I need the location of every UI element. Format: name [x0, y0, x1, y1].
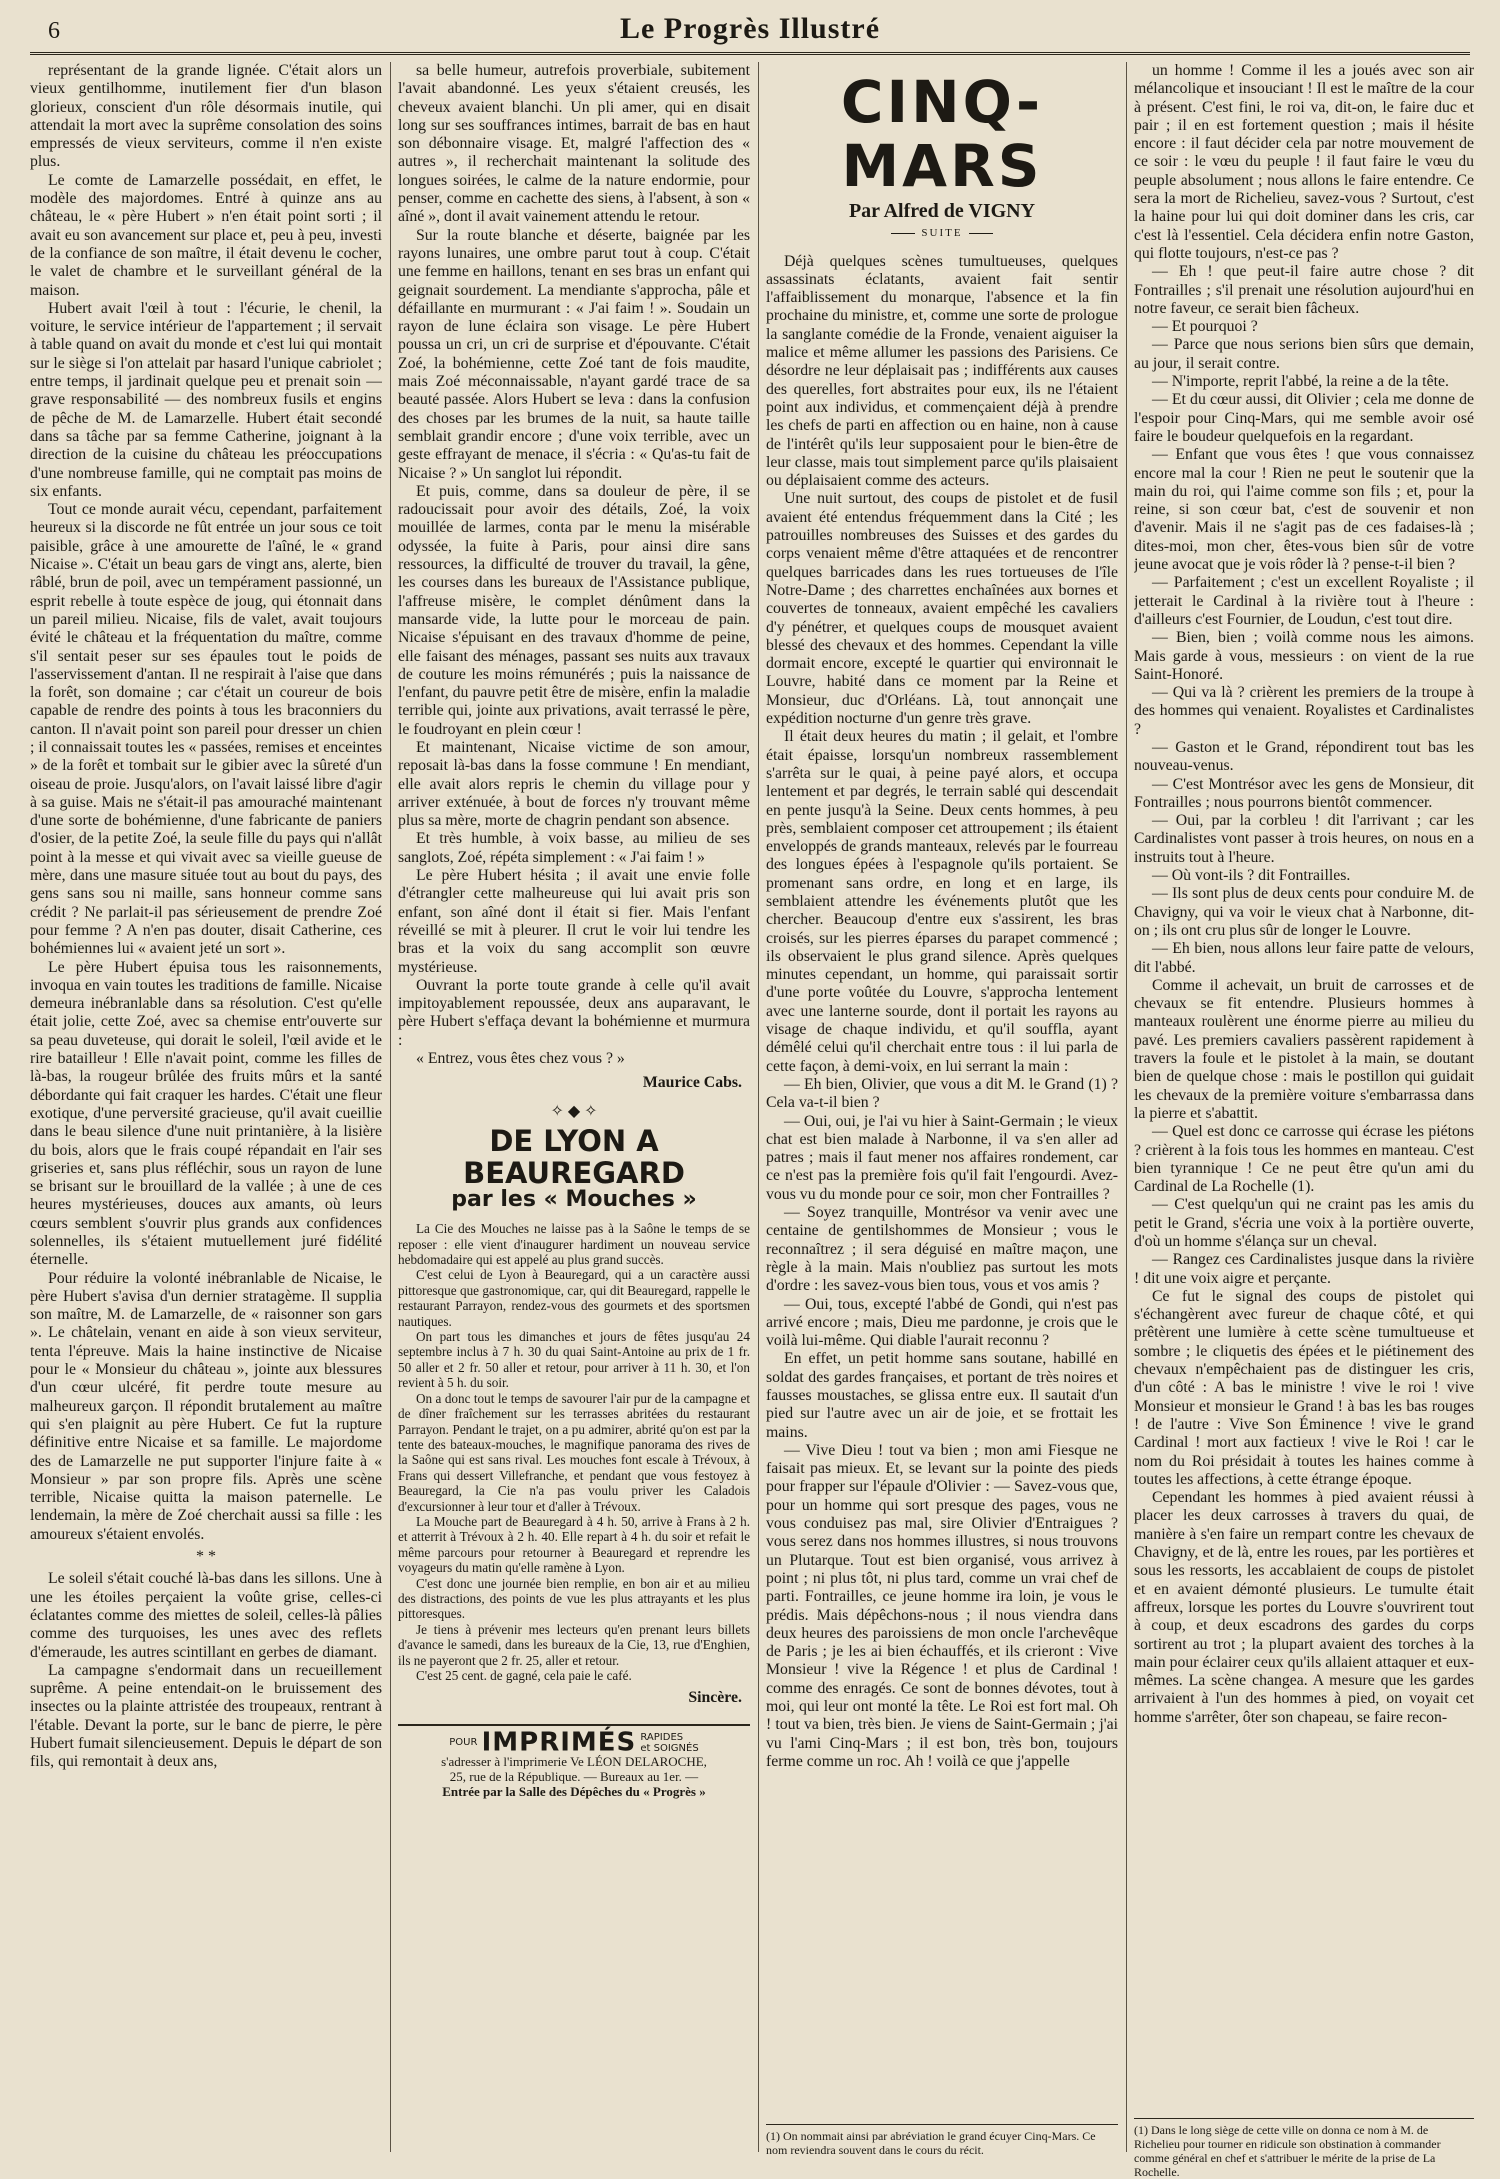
paragraph: Hubert avait l'œil à tout : l'écurie, le chenil, la voiture, le service intérieur de l'appartement ; il servait à table quand on avait du monde et c'est lui qui montait sur le siège si l'on attelait par hasard l'unique cabriolet ; entre temps, il jardinait quelque peu et prenait soin — grave responsabilité — des nombreux fusils et engins de pêche de M. de Lamarzelle. Hubert était secondé dans sa tâche par sa femme Catherine, joignant à la direction de la cuisine du château les préoccupations d'une nombreuse famille, qui ne comptait pas moins de six enfants. [30, 299, 382, 500]
paragraph: — Vive Dieu ! tout va bien ; mon ami Fiesque ne faisait pas mieux. Et, se levant sur la pointe des pieds pour frapper sur l'épaule d'Olivier : — Savez-vous que, pour un homme qui sort presque des pages, vous ne vous conduisez pas mal, sire Olivier d'Entraigues ? vous serez dans nos hommes illustres, si nous trouvons un Plutarque. Tout est bien organisé, vous arrivez à point ; ni plus tôt, ni plus tard, comme un vrai chef de parti. Fontrailles, ce jeune homme ira loin, je vous le prédis. Mais dépêchons-nous ; il nous viendra dans deux heures des paroissiens de mon oncle l'archevêque de Paris ; je les ai bien échauffés, et ils crieront : Vive Monsieur ! vive la Régence ! et plus de Cardinal ! comme des enragés. Ce sont de bonnes dévotes, tout à moi, qui leur ont monté la tête. Le Roi est fort mal. Oh ! tout va bien, très bien. Je viens de Saint-Germain ; j'ai vu l'ami Cinq-Mars ; il est bon, très bon, toujours ferme comme un roc. Ah ! voilà ce que j'appelle [766, 1441, 1118, 1770]
paragraph: C'est donc une journée bien remplie, en bon air et au milieu des distractions, des points de vue les plus attrayants et les plus pittoresques. [398, 1575, 750, 1622]
paragraph: Le soleil s'était couché là-bas dans les sillons. Une à une les étoiles perçaient la voûte grise, celles-ci éclatantes comme des miettes de soleil, celles-là pâlies comme des turquoises, les unes avec des reflets d'émeraude, les autres scintillant en gerbes de diamant. [30, 1570, 382, 1661]
paragraph: sa belle humeur, autrefois proverbiale, subitement l'avait abandonné. Les yeux s'étaient creusés, les cheveux avaient blanchi. Un pli amer, qui en disait long sur ses souffrances intimes, barrait de bas en haut son débonnaire visage. Et, malgré l'affection des « autres », il recherchait maintenant la solitude des longues soirées, le calme de la nature endormie, pour penser, comme en cachette des siens, à l'absent, à son « aîné », dont il avait vainement attendu le retour. [398, 62, 750, 226]
paragraph: On part tous les dimanches et jours de fêtes jusqu'au 24 septembre inclus à 7 h. 30 du quai Saint-Antoine au prix de 1 fr. 50 aller et 2 fr. 50 aller et retour, pour arriver à 11 h. 30, et l'on revient à 5 h. du soir. [398, 1329, 750, 1391]
paragraph: représentant de la grande lignée. C'était alors un vieux gentilhomme, inutilement fier d'un blason glorieux, conscient d'un rôle désormais inutile, qui attendait la mort avec la suprême consolation des soins empressés de vieux serviteurs, comme il n'en existe plus. [30, 62, 382, 171]
paragraph: Comme il achevait, un bruit de carrosses et de chevaux se fit entendre. Plusieurs hommes à manteaux roulèrent une énorme pierre au milieu du pavé. Les premiers cavaliers passèrent rapidement à travers la foule et le pistolet à la main, se doutant bien de quelque chose : mais le postillon qui guidait les chevaux de la première voiture s'embarrassa dans la pierre et s'abattit. [1134, 976, 1474, 1122]
paragraph: — Ils sont plus de deux cents pour conduire M. de Chavigny, qui va voir le vieux chat à Narbonne, dit-on ; ils ont cru plus sûr de longer le Louvre. [1134, 885, 1474, 939]
paragraph: — Oui, tous, excepté l'abbé de Gondi, qui n'est pas arrivé encore ; mais, Dieu me pardonne, je crois que le voilà lui-même. Qui diable l'aurait reconnu ? [766, 1295, 1118, 1350]
paragraph: — Parce que nous serions bien sûrs que demain, au jour, il serait contre. [1134, 336, 1474, 372]
paragraph: « Entrez, vous êtes chez vous ? » [416, 1050, 625, 1068]
ad-side-top: RAPIDES [640, 1731, 684, 1743]
column-separator [758, 62, 759, 2152]
column-4 [1134, 62, 1474, 2102]
footnote: (1) On nommait ainsi par abréviation le grand écuyer Cinq-Mars. Ce nom reviendra souvent dans le cours du récit. [766, 2124, 1118, 2157]
paragraph: Une nuit surtout, des coups de pistolet et de fusil avaient été entendus fréquemment dans la Cité ; les patrouilles nombreuses des Suisses et des gardes du corps venaient même d'être attaquées et de rencontrer quelques barricades dans les rues tortueuses de l'île Notre-Dame ; des charrettes enchaînées aux bornes et couvertes de tonneaux, avaient empêché les cavaliers d'y pénétrer, et quelques coups de mousquet avaient blessé des chevaux et des hommes. Cependant la ville dormait encore, excepté le quartier qui environnait le Louvre, habité dans ce moment par la Reine et Monsieur, duc d'Orléans. Là, tout annonçait une expédition nocturne d'un genre très grave. [766, 490, 1118, 728]
ad-line: 25, rue de la République. — Bureaux au 1er. — [449, 1768, 699, 1784]
paragraph: — Oui, oui, je l'ai vu hier à Saint-Germain ; le vieux chat est bien malade à Narbonne, il va s'en aller ad patres ; mais il faut mener nos affaires rondement, car ce n'est pas la première fois qu'il fait l'engourdi. Avez-vous vu du monde pour ce soir, mon cher Fontrailles ? [766, 1112, 1118, 1203]
paragraph: Tout ce monde aurait vécu, cependant, parfaitement heureux si la discorde ne fût entrée un jour sous ce toit paisible, grâce à une amourette de l'aîné, le « grand Nicaise ». C'était un beau gars de vingt ans, alerte, bien râblé, brun de poil, avec un tempérament passionné, un esprit rebelle à toute espèce de joug, qui étonnait dans un pareil milieu. Nicaise, fils de valet, avait toujours évité le château et la fréquentation du maître, comme s'il sentait peser sur ses épaules tout le poids de l'asservissement d'antan. Il ne respirait à l'aise que dans la forêt, son domaine ; car c'était un coureur de bois capable de rendre des points à tous les braconniers du canton. Il n'avait point son pareil pour dresser un chien ; il connaissait toutes les « passées, remises et enceintes » de la forêt et tombait sur le gibier avec la sûreté d'un oiseau de proie. Jusqu'alors, on l'avait laissé libre d'agir à sa guise. Mais ne s'était-il pas amouraché maintenant d'une sorte de bohémienne, d'une fabricante de paniers d'osier, de la petite Zoé, la seule fille du pays qui n'allât point à la messe et qui vivait avec sa vieille gueuse de mère, dans une masure située tout au bout du pays, des gens sans sou ni maille, sans honneur comme sans crédit ? Ne parlait-il pas sérieusement de prendre Zoé pour femme ? A n'en pas douter, disait Catherine, ces bohémiennes lui « avaient jeté un sort ». [30, 501, 382, 958]
paragraph: — Enfant que vous êtes ! que vous connaissez encore mal la cour ! Rien ne peut le soutenir que la main du roi, qui l'aime comme son fils ; et, pour la reine, si son cœur bat, c'est de souvenir et non d'avenir. Mais il ne s'agit pas de ces fadaises-là ; dites-moi, mon cher, êtes-vous bien sûr de votre jeune avocat que je vois rôder là ? pense-t-il bien ? [1134, 446, 1474, 574]
ad-pour: POUR [449, 1737, 478, 1749]
paragraph: Et maintenant, Nicaise victime de son amour, reposait là-bas dans la fosse commune ! En mendiant, elle avait alors repris le chemin du village pour y arriver exténuée, à bout de forces n'y trouvant même plus sa mère, morte de chagrin pendant son absence. [398, 738, 750, 830]
paragraph: On a donc tout le temps de savourer l'air pur de la campagne et de dîner fraîchement sur les terrasses abritées du restaurant Parrayon. Pendant le trajet, on a pu admirer, abrité qu'on est par la tente des bateaux-mouches, le magnifique panorama des rives de la Saône qui est sans rival. Les mouches font escale à Trévoux, à Frans qui dessert Villefranche, et pendant que vous festoyez à Beauregard, la Cie n'a pas voulu priver les Caladois d'excursionner à leur tour et d'aller à Trévoux. [398, 1390, 750, 1514]
paragraph: — Qui va là ? crièrent les premiers de la troupe à des hommes qui venaient. Royalistes et Cardinalistes ? [1134, 684, 1474, 738]
paragraph: C'est 25 cent. de gagné, cela paie le café. [416, 1668, 632, 1683]
paragraph: Cependant les hommes à pied avaient réussi à placer les deux carrosses à travers du quai, de manière à s'en faire un rempart contre les chevaux de Chavigny, et de là, entre les roues, par les portières et sous les ressorts, les accablaient de coups de pistolet et en avaient démonté plusieurs. Le tumulte était affreux, lorsque les portes du Louvre s'ouvrirent tout à coup, et deux escadrons des gardes du corps sortirent au trot ; la plupart avaient des torches à la main pour éclairer ceux qu'ils allaient attaquer et eux-mêmes. La scène changea. A mesure que les gardes arrivaient à l'un des hommes à pied, on voyait cet homme s'arrêter, ôter son chapeau, se faire recon- [1134, 1489, 1474, 1726]
paragraph: — Et pourquoi ? [1152, 318, 1258, 336]
paragraph: Le comte de Lamarzelle possédait, en effet, le modèle des majordomes. Entré à quinze ans au château, le « père Hubert » n'en était point sorti ; il avait eu son avancement sur place et, peu à peu, investi de la confiance de son maître, il était devenu le cocher, le valet de chambre et le surveillant général de la maison. [30, 171, 382, 299]
paragraph: Sur la route blanche et déserte, baignée par les rayons lunaires, une ombre parut tout à coup. C'était une femme en haillons, tenant en ses bras un enfant qui geignait sourdement. La mendiante s'approcha, pâle et défaillante en murmurant : « J'ai faim ! ». Soudain un rayon de lune éclaira son visage. Le père Hubert poussa un cri, un cri de surprise et d'épouvante. C'était Zoé, la bohémienne, cette Zoé tant de fois maudite, mais Zoé méconnaissable, n'ayant gardé trace de sa beauté passée. Alors Hubert se leva : dans la confusion des choses par les brumes de la nuit, sa haute taille semblait grandir encore ; d'une voix terrible, avec un geste effrayant de menace, il s'écria : « Qu'as-tu fait de Nicaise ? » Un sanglot lui répondit. [398, 226, 750, 482]
paragraph: — Eh bien, Olivier, que vous a dit M. le Grand (1) ? Cela va-t-il bien ? [766, 1075, 1118, 1112]
serial-byline: Par Alfred de VIGNY [848, 200, 1036, 222]
column-3 [766, 62, 1118, 2152]
paragraph: En effet, un petit homme sans soutane, habillé en soldat des gardes françaises, et portant de très noires et fausses moustaches, se glissa entre eux. Il sautait d'un pied sur l'autre avec un air de joie, et se frottait les mains. [766, 1350, 1118, 1441]
paragraph: Ouvrant la porte toute grande à celle qu'il avait impitoyablement repoussée, deux ans auparavant, le père Hubert s'effaça devant la bohémienne et murmura : [398, 976, 750, 1049]
page-number: 6 [48, 18, 60, 44]
paragraph: — Oui, par la corbleu ! dit l'arrivant ; car les Cardinalistes vont passer à trois heures, on nous en a instruits tout à l'heure. [1134, 812, 1474, 866]
paragraph: — Eh bien, nous allons leur faire patte de velours, dit l'abbé. [1134, 940, 1474, 976]
paragraph: Il était deux heures du matin ; il gelait, et l'ombre était épaisse, lorsqu'un nombreux rassemblement s'arrêta sur le quai, à peine payé alors, et occupa lentement et par degrés, le terrain sablé qui descendait en pente jusqu'à la Seine. Deux cents hommes, à peu près, semblaient composer cet attroupement ; ils étaient enveloppés de grands manteaux, relevés par le fourreau des longues épées à l'espagnole qu'ils portaient. Se promenant sans ordre, en long et en large, ils semblaient attendre les événements plutôt que les chercher. Beaucoup d'entre eux s'assirent, les bras croisés, sur les pierres éparses du parapet commencé ; ils observaient le plus grand silence. Après quelques minutes cependant, un homme, qui paraissait sortir d'une porte voûtée du Louvre, s'approcha lentement avec une lanterne sourde, dont il portait les rayons au visage de chaque individu, et qu'il souffla, ayant démêlé celui qu'il cherchait entre tous : il lui parla de cette façon, à demi-voix, en lui serrant la main : [766, 728, 1118, 1075]
section-ornament: ✧ ◆ ✧ [550, 1102, 598, 1120]
masthead: Le Progrès Illustré [619, 12, 881, 45]
paragraph: — C'est Montrésor avec les gens de Monsieur, dit Fontrailles ; nous pourrons bientôt commencer. [1134, 775, 1474, 811]
paragraph: Et très humble, à voix basse, au milieu de ses sanglots, Zoé, répéta simplement : « J'ai faim ! » [398, 830, 750, 866]
column-2 [398, 62, 750, 2152]
section-ornament: * * [196, 1548, 216, 1566]
paragraph: C'est celui de Lyon à Beauregard, qui a un caractère aussi pittoresque que gastronomique, car, qui dit Beauregard, rappelle le restaurant Parrayon, rendez-vous des gourmets et des sportsmen nautiques. [398, 1267, 750, 1329]
story-signature: Maurice Cabs. [642, 1074, 742, 1092]
paragraph: — Quel est donc ce carrosse qui écrase les piétons ? crièrent à la fois tous les hommes en manteau. C'est bien tyrannique ! Ce ne peut être qu'un ami du Cardinal de La Rochelle (1). [1134, 1123, 1474, 1196]
article-signature: Sincère. [688, 1689, 742, 1707]
article-subtitle: par les « Mouches » [451, 1186, 697, 1212]
paragraph: — Où vont-ils ? dit Fontrailles. [1152, 867, 1351, 885]
serial-title: CINQ-MARS [840, 68, 1044, 200]
ad-line: Entrée par la Salle des Dépêches du « Progrès » [442, 1783, 706, 1799]
serial-suite: SUITE [766, 224, 1118, 242]
paragraph: — Gaston et le Grand, répondirent tout bas les nouveau-venus. [1134, 738, 1474, 775]
paragraph: Ce fut le signal des coups de pistolet qui s'échangèrent avec fureur de chaque côté, et qui prêtèrent une lumière à cette scène tumultueuse et sombre ; le cliquetis des épées et le piétinement des chevaux n'empêchaient pas de distinguer les cris, d'un côté : A bas le ministre ! vive le roi ! vive Monsieur et monsieur le Grand ! à bas les bas rouges ! de l'autre : Vive Son Éminence ! vive le grand Cardinal ! mort aux factieux ! vive le Roi ! car le nom du Roi présidait à toutes les haines comme à toutes les affections, à cette étrange époque. [1134, 1287, 1474, 1488]
ad-side-bottom: et SOIGNÉS [640, 1742, 699, 1754]
footnote: (1) Dans le long siège de cette ville on donna ce nom à M. de Richelieu pour tourner en ridicule son obstination à commander comme général en chef et s'attribuer le mérite de la prise de La Rochelle. [1134, 2118, 1474, 2179]
paragraph: — Eh ! que peut-il faire autre chose ? dit Fontrailles ; s'il prenait une résolution aujourd'hui en notre faveur, ce serait bien fâcheux. [1134, 263, 1474, 317]
page-header [30, 8, 1470, 52]
paragraph: Pour réduire la volonté inébranlable de Nicaise, le père Hubert s'avisa d'un dernier stratagème. Il supplia son maître, M. de Lamarzelle, de « raisonner son gars ». Le châtelain, venant en aide à son vieux serviteur, tenta l'épreuve. Mais la haine instinctive de Nicaise pour le « Monsieur du château », jointe aux blessures d'un cœur ulcéré, fit perdre toute mesure au malheureux garçon. Il répondit brutalement au maître qui s'en plaignit au père Hubert. Ce fut la rupture définitive entre Nicaise et sa famille. Le majordome des de Lamarzelle ne put supporter l'injure faite à « Monsieur » par son propre fils. Après une scène terrible, Nicaise quitta la maison paternelle. Le lendemain, la mère de Zoé cherchait aussi sa fille : les amoureux s'étaient envolés. [30, 1269, 382, 1543]
paragraph: — Rangez ces Cardinalistes jusque dans la rivière ! dit une voix aigre et perçante. [1134, 1251, 1474, 1287]
printing-advertisement [398, 1724, 750, 1799]
paragraph: Le père Hubert hésita ; il avait une envie folle d'étrangler cette malheureuse qui lui avait pris son enfant, son aîné dont il était si fier. Mais l'enfant réveillé se mit à pleurer. Il crut le voir lui tendre les bras et la voix du sang accomplit son œuvre mystérieuse. [398, 867, 750, 976]
paragraph: Je tiens à prévenir mes lecteurs qu'en prenant leurs billets d'avance le samedi, dans les bureaux de la Cie, 13, rue d'Enghien, ils ne payeront que 2 fr. 25, aller et retour. [398, 1621, 750, 1668]
ad-line: s'adresser à l'imprimerie Ve LÉON DELAROCHE, [441, 1753, 707, 1769]
column-separator [1126, 62, 1127, 2152]
column-1 [30, 62, 382, 2152]
ad-headline: IMPRIMÉS [481, 1727, 637, 1758]
paragraph: Le père Hubert épuisa tous les raisonnements, invoqua en vain toutes les traditions de famille. Nicaise demeura inébranlable dans sa résolution. C'est qu'elle était jolie, cette Zoé, avec sa chemise entr'ouverte sur sa peau duveteuse, qui dorait le soleil, l'œil avide et le rire batailleur ! Elle n'avait point, comme les filles de là-bas, la rougeur brûlée des fruits mûrs et la santé débordante qui fait craquer les hardes. C'était une fleur exotique, d'une perversité gracieuse, qu'il avait cueillie dans le beau silence d'une nuit printanière, à la lisière du bois, alors que le frais coupé répandait en l'air ses griseries et, sans plus réfléchir, sous un rayon de lune se brisant sur le brouillard de la vallée ; à une de ces heures mystérieuses, douces aux amants, où leurs cœurs semblent s'ouvrir plus grands aux confidences solennelles, ils s'étaient mutuellement juré fidélité éternelle. [30, 958, 382, 1269]
column-separator [390, 62, 391, 2152]
paragraph: Déjà quelques scènes tumultueuses, quelques assassinats éclatants, avaient fait sentir l'affaiblissement du monarque, l'absence et la fin prochaine du ministre, et, comme une sorte de prologue la sanglante comédie de la Fronde, venaient aiguiser la malice et même allumer les passions des Parisiens. Ce désordre ne leur déplaisait pas ; indifférents aux causes des querelles, fort abstraites pour eux, ils ne l'étaient point aux individus, et commençaient déjà à prendre les chefs de parti en affection ou en haine, non à cause de l'intérêt qu'ils leur supposaient pour le bien-être de leur classe, mais tout simplement parce qu'ils plaisaient ou déplaisaient comme des acteurs. [766, 252, 1118, 490]
paragraph: — C'est quelqu'un qui ne craint pas les amis du petit le Grand, s'écria une voix à la portière ouverte, d'où un homme s'élança sur un cheval. [1134, 1196, 1474, 1250]
article-title: DE LYON A BEAUREGARD [463, 1123, 685, 1190]
paragraph: — Parfaitement ; c'est un excellent Royaliste ; il jetterait le Cardinal à la rivière tout à l'heure : d'ailleurs c'est Fournier, de Loudun, c'est tout dire. [1134, 574, 1474, 628]
paragraph: un homme ! Comme il les a joués avec son air mélancolique et insouciant ! Il est le maître de la cour à présent. C'est fini, le roi va, dit-on, le faire duc et pair ; il en est fortement question ; mais il hésite encore : il faut décider cela par notre mouvement de ce soir : le vœu du peuple ! il faut faire le vœu du peuple absolument ; nous allons le faire entendre. Ce sera la mort de Richelieu, savez-vous ? Surtout, c'est la haine pour lui qui doit dominer dans les cris, car c'est là l'essentiel. Cela décidera enfin notre Gaston, qui flotte toujours, n'est-ce pas ? [1134, 62, 1474, 262]
paragraph: Et puis, comme, dans sa douleur de père, il se radoucissait pour avoir des détails, Zoé, la voix mouillée de larmes, conta par le menu la misérable odyssée, la fuite à Paris, pour ainsi dire sans ressources, la difficulté de trouver du travail, la gêne, les courses dans les bureaux de l'Assistance publique, l'affreuse misère, le complet dénûment dans la mansarde vide, la lutte pour le morceau de pain. Nicaise s'épuisant en des travaux d'homme de peine, elle faisant des ménages, passant ses nuits aux travaux de couture les moins rémunérés ; puis la naissance de l'enfant, du pauvre petit être de misère, enfin la maladie terrible qui, jointe aux privations, avait terrassé le père, le foudroyant en plein cœur ! [398, 482, 750, 738]
paragraph: La campagne s'endormait dans un recueillement suprême. A peine entendait-on le bruissement des insectes ou la plainte attristée des troupeaux, rentrant à l'étable. Devant la porte, sur le banc de pierre, le père Hubert fumait silencieusement. Depuis le départ de son fils, qui remontait à deux ans, [30, 1661, 382, 1771]
paragraph: La Mouche part de Beauregard à 4 h. 50, arrive à Frans à 2 h. et atterrit à Trévoux à 2 h. 40. Elle repart à 4 h. du soir et refait le même parcours pour retourner à Beauregard et reprendre les voyageurs du matin qu'elle ramène à Lyon. [398, 1513, 750, 1576]
paragraph: La Cie des Mouches ne laisse pas à la Saône le temps de se reposer : elle vient d'inaugurer hardiment un nouveau service hebdomadaire qui est appelé au plus grand succès. [398, 1221, 750, 1268]
paragraph: — Bien, bien ; voilà comme nous les aimons. Mais garde à vous, messieurs : on vient de la rue Saint-Honoré. [1134, 629, 1474, 683]
paragraph: — N'importe, reprit l'abbé, la reine a de la tête. [1152, 373, 1449, 391]
paragraph: — Et du cœur aussi, dit Olivier ; cela me donne de l'espoir pour Cinq-Mars, qui me semble avoir osé faire le boudeur quelquefois en la regardant. [1134, 391, 1474, 445]
paragraph: — Soyez tranquille, Montrésor va venir avec une centaine de gentilshommes de Monsieur ; vous le reconnaîtrez ; il sera déguisé en maître maçon, une règle à la main. Mais n'oubliez pas surtout les mots d'ordre : les savez-vous bien tous, vous et vos amis ? [766, 1204, 1118, 1295]
header-rule [30, 52, 1470, 55]
